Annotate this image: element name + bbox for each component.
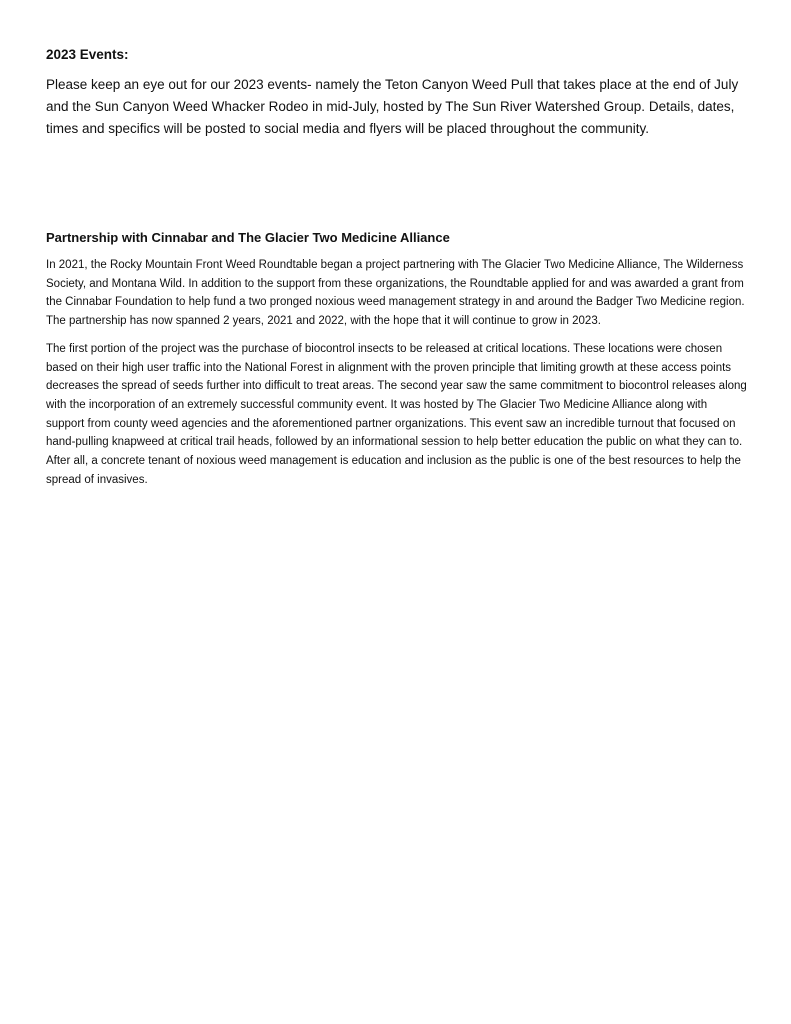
events-paragraph: Please keep an eye out for our 2023 events- namely the Teton Canyon Weed Pull that takes place at the end of July and the Sun Canyon Weed Whacker Rodeo in mid-July, hosted by The Sun River Watershed Group. Details, dates, times and specifics will be posted to social media and flyers will be placed throughout the community. <box>46 77 739 136</box>
partnership-paragraph-1: In 2021, the Rocky Mountain Front Weed Roundtable began a project partnering with The Glacier Two Medicine Alliance, The Wilderness Society, and Montana Wild. In addition to the support from these organizations, the Roundtable applied for and was awarded a grant from the Cinnabar Foundation to help fund a two pronged noxious weed management strategy in and around the Badger Two Medicine region. The partnership has now spanned 2 years, 2021 and 2022, with the hope that it will continue to grow in 2023. <box>46 259 745 328</box>
events-section <box>46 44 748 140</box>
partnership-heading: Partnership with Cinnabar and The Glacier Two Medicine Alliance <box>46 230 450 245</box>
partnership-section <box>46 228 748 498</box>
events-heading: 2023 Events: <box>46 47 129 62</box>
partnership-paragraph-2: The first portion of the project was the purchase of biocontrol insects to be released at critical locations. These locations were chosen based on their high user traffic into the National Forest in alignment with the proven principle that limiting growth at these access points decreases the spread of seeds further into difficult to treat areas. The second year saw the same commitment to biocontrol releases along with the incorporation of an extremely successful community event. It was hosted by The Glacier Two Medicine Alliance along with support from county weed agencies and the aforementioned partner organizations. This event saw an incredible turnout that focused on hand-pulling knapweed at critical trail heads, followed by an informational session to help better education the public on what they can to. After all, a concrete tenant of noxious weed management is education and inclusion as the public is one of the best resources to help the spread of invasives. <box>46 342 747 486</box>
